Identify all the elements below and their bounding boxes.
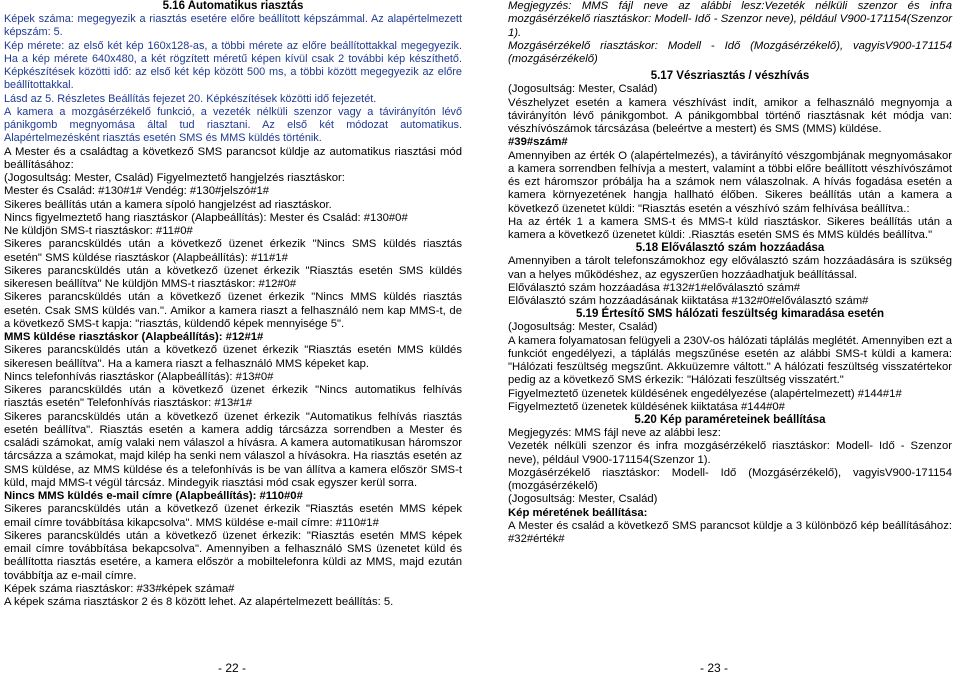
paragraph: Figyelmeztető üzenetek küldésének engedélyezése (alapértelmezett) #144#1# <box>508 387 902 400</box>
italic-note: Mozgásérzékelő riasztáskor: Modell - Idő (Mozgásérzékelő), vagyisV900-171154 (mozgásérzékelő) <box>508 39 952 65</box>
paragraph: A Mester és család a következő SMS parancsot küldje a 3 különböző kép beállításához: #32#érték# <box>508 519 952 545</box>
paragraph: A képek száma riasztáskor 2 és 8 között lehet. Az alapértelmezett beállítás: 5. <box>4 596 394 608</box>
paragraph: A kamera folyamatosan felügyeli a 230V-os hálózati táplálás meglétét. Amennyiben ezt a funkciót engedélyezi, a táplálás megszűnése esetén az alábbi SMS-t küldi a kamera: "Hálózati feszültség megszűnt. Akkuüzemre váltott." A hálózati feszültség visszatértekor pedig az a következő SMS érkezik: "Hálózati feszültség visszatért." <box>508 334 952 387</box>
page-number: - 22 - <box>218 661 247 675</box>
left-page <box>0 0 470 677</box>
paragraph: Sikeres parancsküldés után a következő üzenet érkezik "Nincs MMS küldés riasztás esetén. Csak SMS küldés van.". Amikor a kamera riaszt a felhasználó nem kap MMS-t, de a következő SMS-t kapja: "riasztás, küldendő képek mennyisége 5". <box>4 291 462 330</box>
paragraph: Ha az érték 1 a kamera SMS-t és MMS-t küld riasztáskor. Sikeres beállítás után a kamera a következő üzenetet küldi: .Riasztás esetén SMS és MMS küldés beállítva." <box>508 215 952 241</box>
section-heading-5-18: 5.18 Előválasztó szám hozzáadása <box>635 242 825 255</box>
paragraph: Sikeres parancsküldés után a következő üzenet érkezik "Nincs automatikus felhívás riasztás esetén" Telefonhívás riasztáskor: #13#1# <box>4 384 462 410</box>
paragraph: Sikeres parancsküldés után a következő üzenet érkezik "Riasztás esetén SMS küldés sikeresen beállítva" Ne küldjön MMS-t riasztáskor: #12#0# <box>4 264 462 290</box>
paragraph: Mester és Család: #130#1# Vendég: #130#jelszó#1# <box>4 185 270 198</box>
italic-note: Megjegyzés: MMS fájl neve az alábbi lesz:Vezeték nélküli szenzor és infra mozgásérzékelő riasztáskor: Modell- Idő - Szenzor neve), például V900-171154(Szenzor 1). <box>508 0 952 39</box>
paragraph: Sikeres parancsküldés után a következő üzenet érkezik "Nincs SMS küldés riasztás esetén" SMS küldése riasztáskor (Alapbeállítás): #11#1# <box>4 238 462 264</box>
paragraph: Képek száma riasztáskor: #33#képek száma# <box>4 582 235 595</box>
section-heading-5-20: 5.20 Kép paraméreteinek beállítása <box>634 414 826 426</box>
paragraph: Amennyiben az érték O (alapértelmezés), a távirányító vészgombjának megnyomásakor a kamera sorrendben felhívja a mestert, valamint a többi előre beállított vészhívószámot és ezt háromszor próbálja ha a számok nem válaszolnak. A hívás fogadása esetén a kamera környezetének hangja hallható élőben. Sikeres beállítás után a kamera a következő üzenetet küldi: "Riasztás esetén a vészhívó szám felhívása beállítva.: <box>508 149 952 215</box>
paragraph: Vészhelyzet esetén a kamera vészhívást indít, amikor a felhasználó megnyomja a távirányítón lévő pánikgombot. A pánikgombbal történő riasztásnak két módja van: vészhívószámok tárcsázása (beleértve a mestert) és SMS (MMS) küldése. <box>508 96 952 135</box>
paragraph: Vezeték nélküli szenzor és infra mozgásérzékelő riasztáskor: Modell- Idő - Szenzor neve), például V900-171154(Szenzor 1). <box>508 440 952 466</box>
paragraph: Sikeres parancsküldés után a következő üzenet érkezik: "Riasztás esetén MMS képek email címre továbbítása bekapcsolva". Amennyiben a felhasználó SMS üzenetet küld és beállította riasztás esetére, a kamera először a mobiltelefonra küldi az MMS, majd ezután továbbítja az e-mail címre. <box>4 529 462 582</box>
paragraph: Mozgásérzékelő riasztáskor: Modell- Idő (Mozgásérzékelő), vagyisV900-171154 (mozgásérzékelő) <box>508 466 952 492</box>
paragraph: Megjegyzés: MMS fájl neve az alábbi lesz: <box>508 427 721 439</box>
paragraph: (Jogosultság: Mester, Család) <box>508 493 658 506</box>
paragraph: Sikeres parancsküldés után a következő üzenet érkezik "Riasztás esetén MMS küldés sikeresen beállítva". Ha a kamera riaszt a felhasználó MMS képeket kap. <box>4 344 462 370</box>
right-page <box>482 0 960 677</box>
paragraph: Amennyiben a tárolt telefonszámokhoz egy előválasztó szám hozzáadására is szükség van a helyes működéshez, az egyszerűen hozzáadhatjuk beállítással. <box>508 255 952 281</box>
paragraph-bold: Nincs MMS küldés e-mail címre (Alapbeállítás): #110#0# <box>4 490 303 502</box>
paragraph: (Jogosultság: Mester, Család) <box>508 321 658 334</box>
blue-note: A kamera a mozgásérzékelő funkció, a vezeték nélküli szenzor vagy a távirányítón lévő pánikgomb megnyomása által tud riasztani. Az első két módozat automatikus. Alapértelmezésként riasztás esetén SMS és MMS küldés történik. <box>4 105 462 145</box>
paragraph: Sikeres beállítás után a kamera sípoló hangjelzést ad riasztáskor. <box>4 198 332 211</box>
section-heading-5-19: 5.19 Értesítő SMS hálózati feszültség kimaradása esetén <box>575 308 885 321</box>
paragraph-bold: MMS küldése riasztáskor (Alapbeállítás): #12#1# <box>4 331 264 343</box>
paragraph: (Jogosultság: Mester, Család) Figyelmeztető hangjelzés riasztáskor: <box>4 172 345 184</box>
paragraph-bold: #39#szám# <box>508 136 568 149</box>
paragraph: Figyelmeztető üzenetek küldésének kiiktatása #144#0# <box>508 400 785 413</box>
paragraph: Ne küldjön SMS-t riasztáskor: #11#0# <box>4 225 193 237</box>
paragraph: Nincs telefonhívás riasztáskor (Alapbeállítás): #13#0# <box>4 370 274 383</box>
section-heading-5-16: 5.16 Automatikus riasztás <box>162 0 304 12</box>
paragraph: A Mester és a családtag a következő SMS parancsot küldje az automatikus riasztási mód beállításához: <box>4 145 462 171</box>
paragraph: Előválasztó szám hozzáadása #132#1#előválasztó szám# <box>508 281 801 294</box>
paragraph-bold: Kép méretének beállítása: <box>508 506 648 519</box>
paragraph: Sikeres parancsküldés után a következő üzenet érkezik "Riasztás esetén MMS képek email címre továbbítása kikapcsolva". MMS küldése e-mail címre: #110#1# <box>4 503 462 529</box>
paragraph: (Jogosultság: Mester, Család) <box>508 83 658 96</box>
blue-note: Kép mérete: az első két kép 160x128-as, a többi mérete az előre beállítottakkal megegyezik. Ha a kép mérete 640x480, a két rögzített méretű képen kívül csak 2 további kép készíthető. Képkészítések közötti idő: az első két kép között 500 ms, a többi között megegyezik az előre beállítottakkal. <box>4 39 462 92</box>
paragraph: Sikeres parancsküldés után a következő üzenet érkezik "Automatikus felhívás riasztás esetén beállítva". Riasztás esetén a kamera addig tárcsázza sorrendben a Mester és családi számokat, amíg valaki nem válaszol a hívásra. A kamera automatikusan háromszor tárcsázza a számokat, majd kilép ha senki nem válaszol a hívásokra. Ha riasztás esetén az SMS küldése, az MMS küldése és a telefonhívás is be van állítva a kamera először SMS-t küld, majd MMS-t végül tárcsáz. Mindegyik riasztási mód csak egyszer kerül sorra. <box>4 410 462 489</box>
blue-note: Lásd az 5. Részletes Beállítás fejezet 20. Képkészítések közötti idő fejezetét. <box>4 92 377 105</box>
page-number: - 23 - <box>700 661 729 675</box>
section-heading-5-17: 5.17 Vészriasztás / vészhívás <box>650 70 810 83</box>
paragraph: Előválasztó szám hozzáadásának kiiktatása #132#0#előválasztó szám# <box>508 295 869 307</box>
blue-note: Képek száma: megegyezik a riasztás esetére előre beállított képszámmal. Az alapértelmezett képszám: 5. <box>4 13 462 39</box>
paragraph: Nincs figyelmeztető hang riasztáskor (Alapbeállítás): Mester és Család: #130#0# <box>4 211 408 224</box>
